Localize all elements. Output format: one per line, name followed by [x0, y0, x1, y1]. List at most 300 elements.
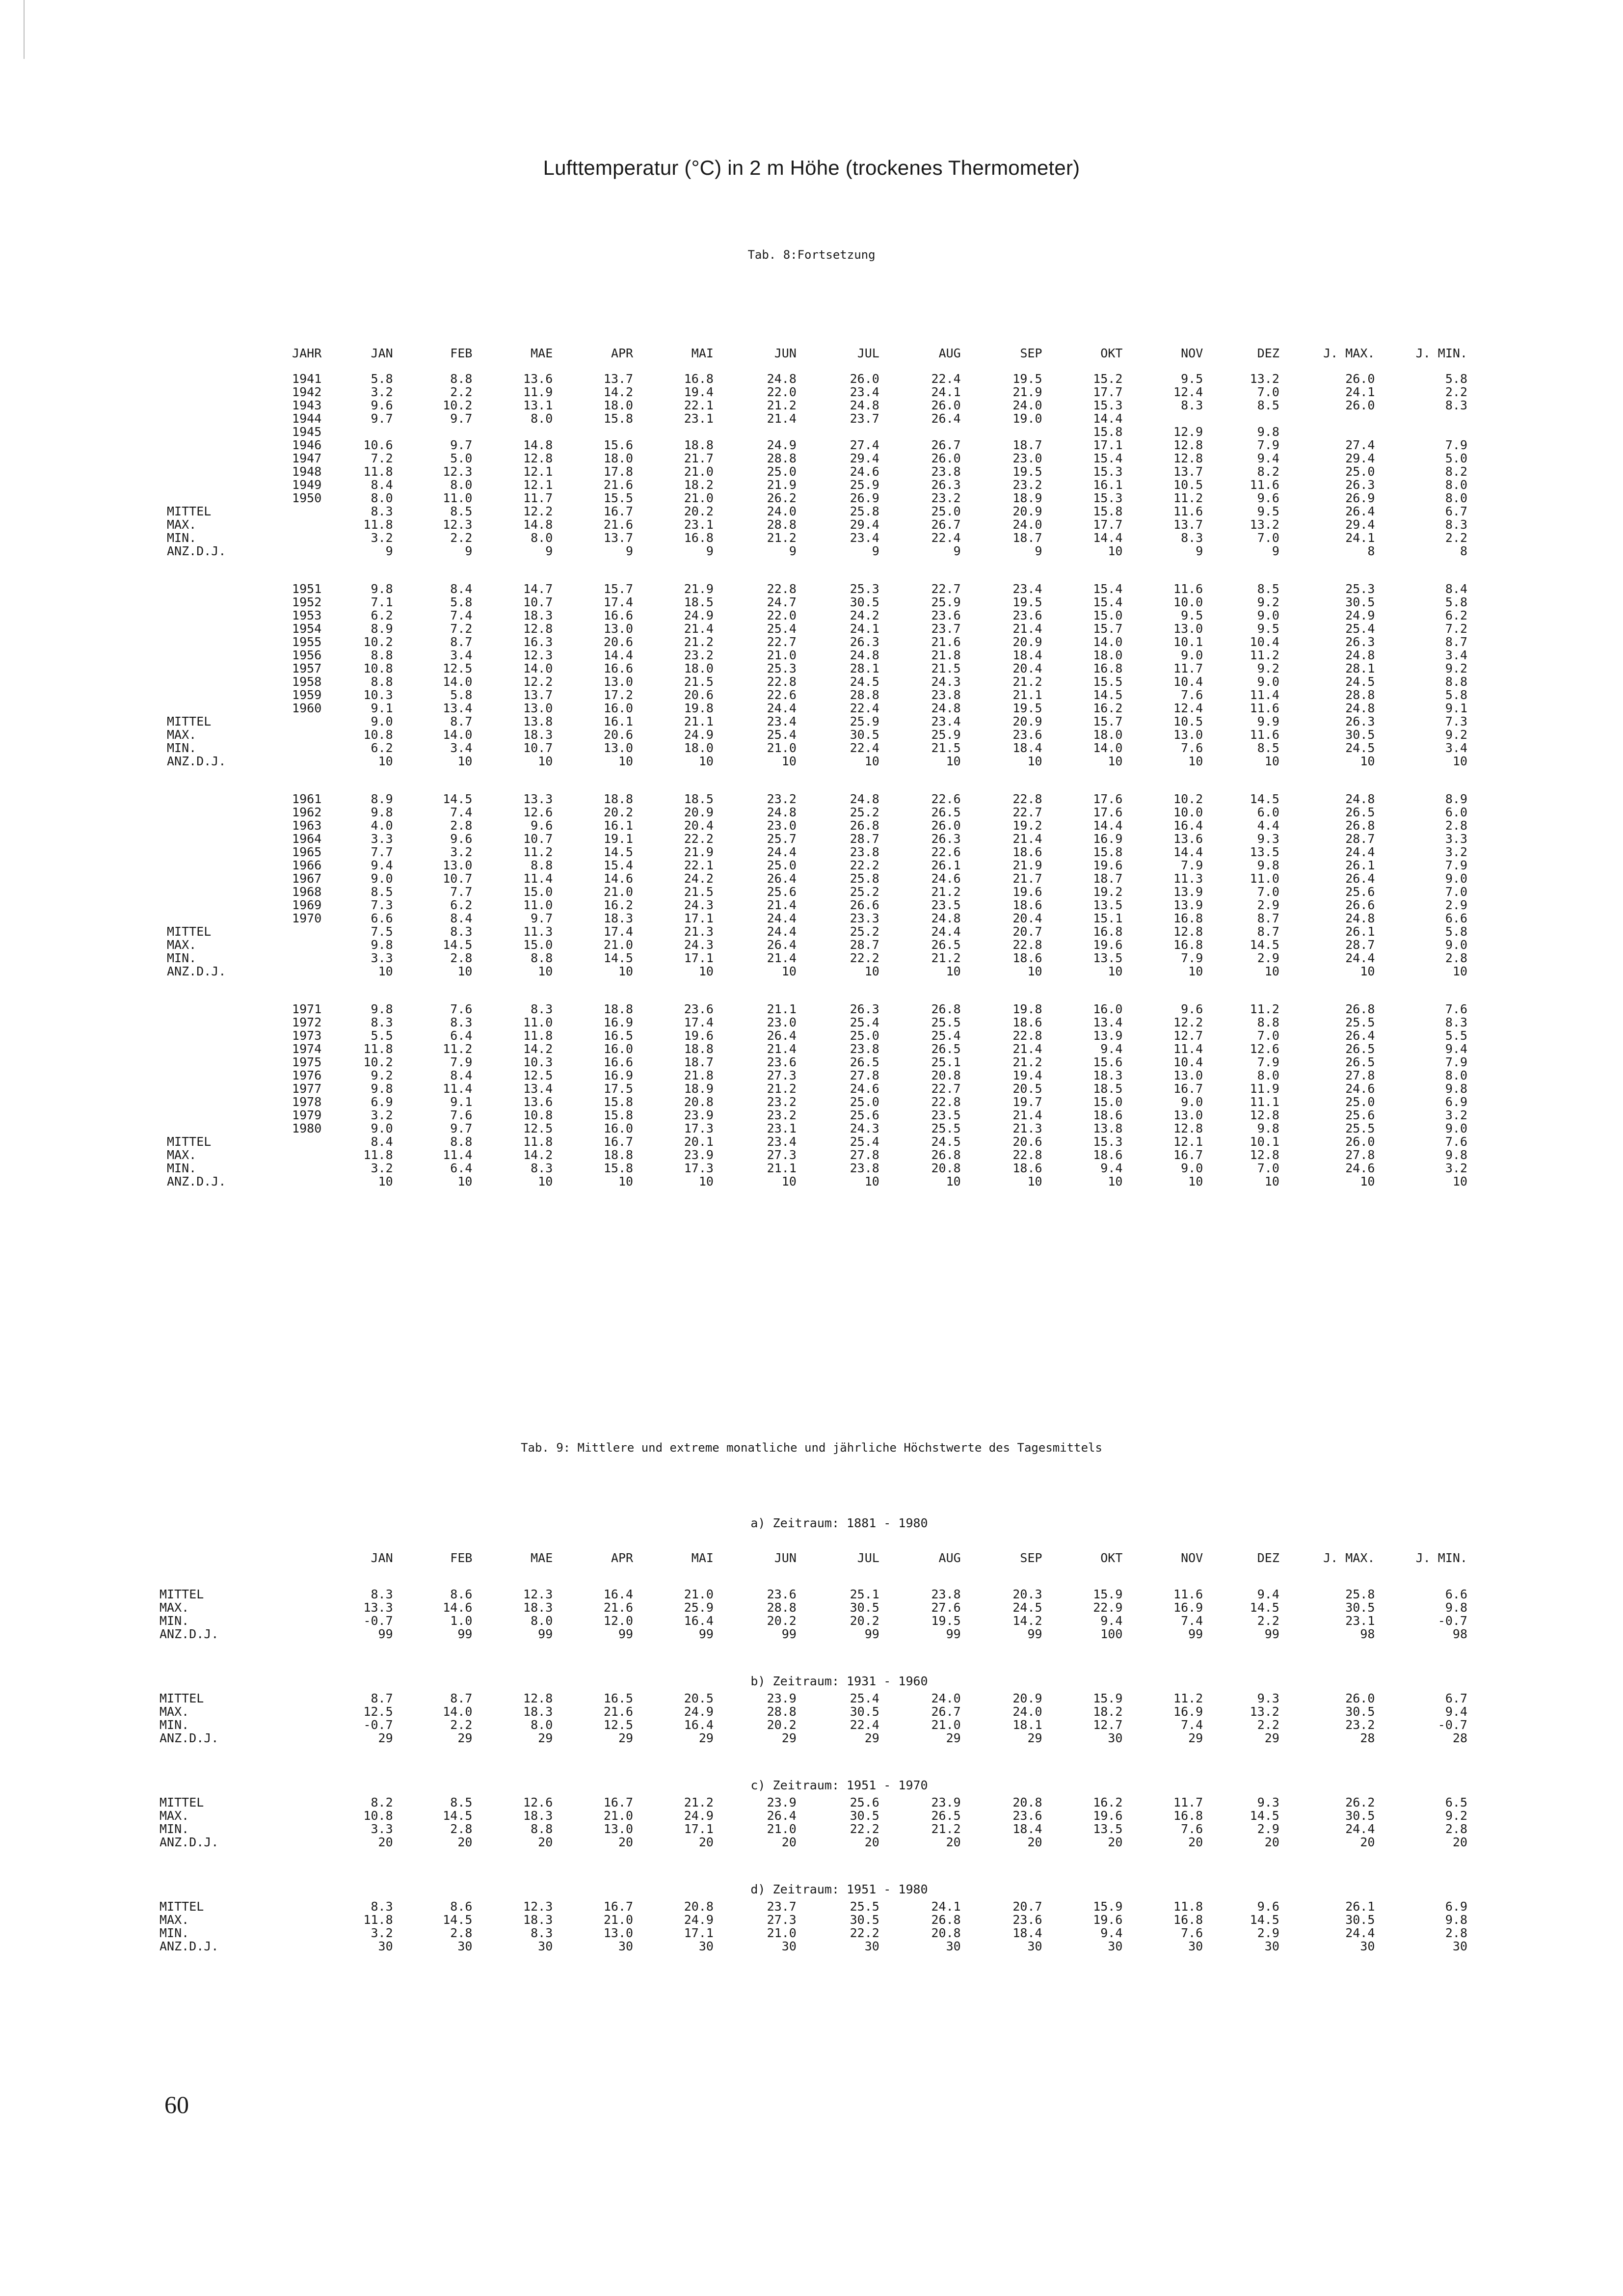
value-cell: 16.9	[603, 1015, 634, 1029]
value-cell: 26.8	[931, 1148, 961, 1162]
value-cell: 18.4	[1012, 1822, 1042, 1836]
value-cell: 25.4	[767, 621, 797, 636]
stat-label: MITTEL	[160, 1795, 204, 1810]
value-cell: 17.1	[684, 911, 714, 925]
value-cell: 12.8	[523, 621, 553, 636]
value-cell: 8.6	[450, 1587, 473, 1601]
value-cell: 9.6	[1181, 1002, 1203, 1016]
value-cell: 30	[1108, 1939, 1123, 1953]
value-cell: 12.2	[523, 504, 553, 518]
value-cell: 8.0	[1445, 1068, 1467, 1082]
value-cell	[553, 425, 633, 438]
value-cell: 9	[872, 544, 879, 558]
value-cell: 10.4	[1250, 635, 1279, 649]
value-cell: 22.8	[1012, 1148, 1042, 1162]
value-cell: 18.6	[1012, 845, 1042, 859]
value-cell: 24.9	[767, 438, 797, 452]
stat-label: ANZ.D.J.	[167, 964, 226, 978]
value-cell: 10	[698, 754, 714, 768]
value-cell: 10.4	[1173, 675, 1203, 689]
value-cell: 14.8	[523, 517, 553, 532]
value-cell: 10	[1188, 754, 1203, 768]
value-cell: 24.9	[1345, 608, 1375, 622]
value-cell: 10	[1264, 1174, 1279, 1189]
value-cell: 99	[1264, 1627, 1279, 1641]
value-cell: 13.7	[1173, 517, 1203, 532]
value-cell: 8.8	[531, 951, 553, 965]
value-cell: 18.5	[684, 595, 714, 609]
value-cell: 13.9	[1093, 1028, 1123, 1043]
value-cell: 7.6	[1181, 1926, 1203, 1940]
value-cell: 6.0	[1257, 805, 1279, 819]
value-cell: 23.8	[931, 688, 961, 702]
value-cell: 4.0	[371, 818, 393, 833]
value-cell: 26.4	[1345, 871, 1375, 886]
value-cell: 11.4	[523, 871, 553, 886]
value-cell: 8.3	[1181, 398, 1203, 412]
stat-label: MITTEL	[167, 714, 212, 729]
value-cell: 12.8	[1173, 924, 1203, 939]
year-row	[211, 582, 1467, 595]
column-header: AUG	[938, 346, 961, 360]
value-cell: 5.8	[1445, 688, 1467, 702]
value-cell: 10.2	[363, 635, 393, 649]
value-cell: 10	[538, 1174, 553, 1189]
value-cell: 28.8	[767, 451, 797, 465]
value-cell: 9.8	[371, 1081, 393, 1096]
value-cell: 21.2	[1012, 1055, 1042, 1069]
stat-label: MIN.	[160, 1614, 189, 1628]
value-cell: 18.0	[684, 741, 714, 755]
value-cell: 9.8	[371, 805, 393, 819]
value-cell: 16.6	[603, 608, 634, 622]
value-cell: 26.8	[850, 818, 879, 833]
value-cell: 26.3	[931, 478, 961, 492]
stat-row	[211, 1940, 1467, 1953]
value-cell: 3.4	[1445, 741, 1467, 755]
value-cell: 16.1	[603, 818, 634, 833]
year-cell: 1946	[292, 438, 322, 452]
spacer-cell	[211, 1534, 321, 1548]
value-cell: 10.7	[523, 741, 553, 755]
value-cell: 26.6	[850, 898, 879, 912]
value-cell: 99	[781, 1627, 797, 1641]
value-cell: 30	[698, 1939, 714, 1953]
value-cell: 9.7	[450, 438, 473, 452]
value-cell: 16.0	[603, 1121, 634, 1135]
value-cell: 16.2	[1093, 1795, 1123, 1810]
value-cell: 11.2	[523, 845, 553, 859]
value-cell: 29	[618, 1731, 634, 1745]
value-cell: 10	[1264, 754, 1279, 768]
value-cell: 13.3	[363, 1600, 393, 1615]
value-cell: 22.4	[850, 741, 879, 755]
value-cell: 24.9	[684, 728, 714, 742]
spacer-row	[211, 558, 1467, 582]
period-label-row	[211, 1512, 1467, 1534]
value-cell: 26.8	[1345, 1002, 1375, 1016]
value-cell: 11.2	[443, 1042, 473, 1056]
value-cell: 18.3	[603, 911, 634, 925]
value-cell: 24.1	[931, 1899, 961, 1914]
stat-label: MAX.	[160, 1913, 189, 1927]
year-cell: 1972	[292, 1015, 322, 1029]
value-cell: 5.5	[371, 1028, 393, 1043]
value-cell: 9.6	[371, 398, 393, 412]
value-cell: 25.9	[850, 714, 879, 729]
value-cell: 13.0	[1173, 621, 1203, 636]
value-cell: 25.1	[931, 1055, 961, 1069]
value-cell: 16.4	[684, 1614, 714, 1628]
value-cell: 15.8	[603, 1095, 634, 1109]
value-cell: 21.0	[603, 1913, 634, 1927]
value-cell: 13.7	[603, 372, 634, 386]
value-cell: 20.2	[684, 504, 714, 518]
year-cell: 1969	[292, 898, 322, 912]
column-header: APR	[611, 1551, 634, 1565]
value-cell: 10.7	[523, 595, 553, 609]
value-cell: 99	[1027, 1627, 1042, 1641]
stat-label: MAX.	[160, 1704, 189, 1719]
stat-row	[211, 741, 1467, 755]
stat-row	[211, 531, 1467, 544]
value-cell: 17.5	[603, 1081, 634, 1096]
value-cell: 9.8	[1257, 858, 1279, 872]
value-cell: 24.5	[850, 675, 879, 689]
year-row	[211, 1122, 1467, 1135]
stat-label: ANZ.D.J.	[160, 1835, 219, 1849]
value-cell: 23.5	[931, 1108, 961, 1122]
value-cell: 18.3	[523, 608, 553, 622]
value-cell: 99	[618, 1627, 634, 1641]
value-cell: 10	[1188, 964, 1203, 978]
value-cell: 9.2	[1257, 595, 1279, 609]
value-cell: 8.8	[531, 858, 553, 872]
value-cell: 23.6	[767, 1055, 797, 1069]
year-row	[211, 635, 1467, 648]
value-cell: 16.8	[1173, 1809, 1203, 1823]
column-header: J. MAX.	[1323, 346, 1375, 360]
value-cell: 22.2	[850, 1822, 879, 1836]
stat-row	[211, 1705, 1467, 1718]
value-cell: 23.4	[850, 531, 879, 545]
value-cell: 8.5	[1257, 582, 1279, 596]
value-cell: 13.7	[603, 531, 634, 545]
value-cell: 9.8	[1257, 1121, 1279, 1135]
value-cell: 18.3	[523, 1809, 553, 1823]
value-cell: 16.8	[1173, 938, 1203, 952]
value-cell: 8.0	[1257, 1068, 1279, 1082]
value-cell: 22.8	[931, 1095, 961, 1109]
stat-label: MITTEL	[167, 924, 212, 939]
value-cell: 7.0	[1257, 531, 1279, 545]
value-cell: 10	[538, 754, 553, 768]
value-cell: 24.4	[767, 701, 797, 715]
value-cell: 29.4	[1345, 517, 1375, 532]
value-cell: 10.6	[363, 438, 393, 452]
value-cell: 6.5	[1445, 1795, 1467, 1810]
value-cell: 30.5	[1345, 1809, 1375, 1823]
value-cell: -0.7	[363, 1718, 393, 1732]
value-cell: 9.4	[1100, 1926, 1123, 1940]
value-cell: 26.1	[1345, 858, 1375, 872]
value-cell: 8.8	[1257, 1015, 1279, 1029]
column-header: OKT	[1100, 346, 1123, 360]
year-row	[211, 1002, 1467, 1016]
value-cell: 9.2	[1257, 661, 1279, 675]
value-cell: 16.7	[603, 1899, 634, 1914]
value-cell: 9.8	[1445, 1081, 1467, 1096]
value-cell: 8.0	[531, 1614, 553, 1628]
value-cell: 22.6	[767, 688, 797, 702]
page-title: Lufttemperatur (°C) in 2 m Höhe (trockenes Thermometer)	[543, 156, 1080, 179]
value-cell: 22.2	[850, 1926, 879, 1940]
value-cell: 7.0	[1445, 885, 1467, 899]
value-cell: 25.4	[850, 1015, 879, 1029]
value-cell: 16.0	[1093, 1002, 1123, 1016]
value-cell: 8.3	[531, 1161, 553, 1175]
value-cell: 2.2	[1257, 1614, 1279, 1628]
value-cell: 23.9	[684, 1148, 714, 1162]
value-cell: 18.5	[684, 792, 714, 806]
value-cell: 28.8	[767, 517, 797, 532]
value-cell: 22.1	[684, 858, 714, 872]
value-cell: 9.4	[1257, 1587, 1279, 1601]
value-cell: 16.7	[1173, 1148, 1203, 1162]
value-cell: 21.2	[767, 531, 797, 545]
value-cell: 7.5	[371, 924, 393, 939]
value-cell: 13.5	[1093, 1822, 1123, 1836]
value-cell: 21.2	[931, 885, 961, 899]
value-cell: 13.6	[523, 1095, 553, 1109]
value-cell: 10	[1108, 754, 1123, 768]
stat-label: ANZ.D.J.	[160, 1627, 219, 1641]
value-cell: 5.8	[1445, 595, 1467, 609]
value-cell: 23.2	[1012, 478, 1042, 492]
value-cell: 7.4	[450, 805, 473, 819]
stat-label: MIN.	[167, 741, 197, 755]
year-row	[211, 675, 1467, 688]
year-row	[211, 399, 1467, 412]
value-cell: 3.3	[371, 832, 393, 846]
stat-label: MITTEL	[160, 1587, 204, 1601]
value-cell: 11.4	[443, 1081, 473, 1096]
value-cell: 13.5	[1093, 898, 1123, 912]
year-cell: 1944	[292, 411, 322, 426]
value-cell: 23.4	[1012, 582, 1042, 596]
value-cell: 15.3	[1093, 1134, 1123, 1149]
value-cell: 17.1	[684, 1926, 714, 1940]
value-cell: 21.6	[931, 635, 961, 649]
value-cell: 15.7	[603, 582, 634, 596]
value-cell: 10.2	[443, 398, 473, 412]
value-cell: 25.6	[850, 1108, 879, 1122]
value-cell: 2.8	[1445, 951, 1467, 965]
value-cell: 12.8	[1173, 451, 1203, 465]
value-cell: 12.8	[1173, 1121, 1203, 1135]
year-cell: 1945	[292, 425, 322, 439]
value-cell: 19.6	[684, 1028, 714, 1043]
value-cell: 2.9	[1445, 898, 1467, 912]
year-row	[211, 792, 1467, 806]
value-cell: 14.0	[443, 1704, 473, 1719]
value-cell: 8.9	[371, 792, 393, 806]
value-cell: 22.7	[931, 582, 961, 596]
value-cell: 9.4	[1257, 451, 1279, 465]
value-cell: 3.3	[1445, 832, 1467, 846]
value-cell: 10.8	[363, 661, 393, 675]
value-cell: 7.7	[450, 885, 473, 899]
value-cell: 13.2	[1250, 517, 1279, 532]
value-cell: 18.8	[603, 1148, 634, 1162]
stat-label: MIN.	[160, 1926, 189, 1940]
value-cell: 21.9	[684, 845, 714, 859]
value-cell: 21.0	[767, 1822, 797, 1836]
value-cell: 18.8	[603, 792, 634, 806]
value-cell: 11.7	[1173, 1795, 1203, 1810]
value-cell: 20.6	[1012, 1134, 1042, 1149]
year-row	[211, 1029, 1467, 1042]
stat-row	[211, 1135, 1467, 1148]
stat-row	[211, 938, 1467, 951]
value-cell: 17.4	[603, 595, 634, 609]
value-cell: 9.4	[1100, 1614, 1123, 1628]
value-cell: 13.4	[1093, 1015, 1123, 1029]
value-cell: 20.9	[1012, 714, 1042, 729]
stat-row	[211, 1718, 1467, 1731]
value-cell: 3.3	[371, 951, 393, 965]
value-cell: 11.6	[1250, 728, 1279, 742]
value-cell: 10	[457, 1174, 473, 1189]
value-cell: 21.9	[1012, 858, 1042, 872]
value-cell: 6.6	[371, 911, 393, 925]
value-cell: 18.3	[523, 728, 553, 742]
value-cell: 23.6	[1012, 1809, 1042, 1823]
value-cell: 26.0	[931, 818, 961, 833]
value-cell: 9	[1272, 544, 1279, 558]
stat-row	[211, 1614, 1467, 1627]
year-cell: 1975	[292, 1055, 322, 1069]
value-cell: 18.0	[684, 661, 714, 675]
value-cell: 14.5	[1250, 1913, 1279, 1927]
value-cell: 6.7	[1445, 1691, 1467, 1705]
value-cell: 23.6	[684, 1002, 714, 1016]
value-cell: 11.4	[1250, 688, 1279, 702]
value-cell: 25.8	[1345, 1587, 1375, 1601]
value-cell: 6.2	[1445, 608, 1467, 622]
year-cell: 1979	[292, 1108, 322, 1122]
value-cell: 30	[946, 1939, 961, 1953]
value-cell: 7.6	[1181, 741, 1203, 755]
year-cell: 1966	[292, 858, 322, 872]
value-cell: 12.5	[363, 1704, 393, 1719]
value-cell: 10	[1360, 1174, 1375, 1189]
value-cell: 6.2	[450, 898, 473, 912]
value-cell: 25.2	[850, 805, 879, 819]
value-cell: 13.3	[523, 792, 553, 806]
value-cell: 26.0	[931, 398, 961, 412]
value-cell: 12.6	[523, 805, 553, 819]
spacer-row	[211, 1534, 1467, 1548]
value-cell: 23.8	[850, 1161, 879, 1175]
value-cell: 19.5	[1012, 595, 1042, 609]
value-cell: 9.0	[1181, 1161, 1203, 1175]
value-cell: 5.0	[1445, 451, 1467, 465]
value-cell: 16.3	[523, 635, 553, 649]
value-cell: 21.0	[767, 741, 797, 755]
value-cell: 10.1	[1173, 635, 1203, 649]
value-cell: 2.8	[450, 1926, 473, 1940]
value-cell	[1279, 412, 1375, 425]
value-cell: 19.8	[684, 701, 714, 715]
column-header: MAE	[531, 1551, 553, 1565]
year-row	[211, 465, 1467, 478]
value-cell: 21.4	[767, 898, 797, 912]
value-cell: 26.0	[931, 451, 961, 465]
value-cell: 21.2	[931, 1822, 961, 1836]
stat-label: MITTEL	[160, 1691, 204, 1705]
value-cell: 14.2	[1012, 1614, 1042, 1628]
value-cell: 10	[1108, 544, 1123, 558]
value-cell: 30.5	[850, 1913, 879, 1927]
value-cell: 14.4	[1093, 411, 1123, 426]
value-cell: 11.7	[523, 491, 553, 505]
column-header	[211, 1548, 321, 1568]
year-cell: 1973	[292, 1028, 322, 1043]
value-cell: 12.2	[1173, 1015, 1203, 1029]
value-cell: 11.0	[523, 1015, 553, 1029]
year-row	[211, 595, 1467, 609]
value-cell: 19.4	[1012, 1068, 1042, 1082]
spacer-row	[211, 768, 1467, 792]
value-cell: 2.2	[450, 385, 473, 399]
value-cell: 14.5	[443, 1809, 473, 1823]
value-cell: 10.2	[1173, 792, 1203, 806]
year-cell: 1942	[292, 385, 322, 399]
value-cell: 29.4	[850, 517, 879, 532]
value-cell: 8	[1367, 544, 1375, 558]
value-cell: 18.6	[1093, 1148, 1123, 1162]
value-cell: 17.3	[684, 1121, 714, 1135]
value-cell: 24.9	[684, 1913, 714, 1927]
value-cell: 19.0	[1012, 411, 1042, 426]
value-cell: 25.5	[1345, 1121, 1375, 1135]
stat-label: MIN.	[160, 1718, 189, 1732]
value-cell: 26.5	[850, 1055, 879, 1069]
value-cell: 10	[698, 1174, 714, 1189]
value-cell: 8.4	[450, 1068, 473, 1082]
value-cell: 21.0	[603, 1809, 634, 1823]
column-header: FEB	[450, 1551, 473, 1565]
value-cell	[1203, 412, 1279, 425]
year-row	[211, 1042, 1467, 1055]
value-cell: 20.9	[1012, 1691, 1042, 1705]
value-cell: 16.9	[1173, 1600, 1203, 1615]
value-cell: 10	[864, 754, 879, 768]
value-cell: 19.2	[1093, 885, 1123, 899]
value-cell: 24.8	[1345, 911, 1375, 925]
value-cell: 8.8	[1445, 675, 1467, 689]
value-cell: 8.2	[1445, 464, 1467, 479]
value-cell: 8.3	[371, 1587, 393, 1601]
value-cell: -0.7	[1437, 1614, 1467, 1628]
value-cell: 30.5	[850, 595, 879, 609]
value-cell: 25.3	[1345, 582, 1375, 596]
value-cell: 3.4	[450, 741, 473, 755]
value-cell: 10.4	[1173, 1055, 1203, 1069]
value-cell: 14.0	[443, 675, 473, 689]
value-cell: 26.2	[767, 491, 797, 505]
